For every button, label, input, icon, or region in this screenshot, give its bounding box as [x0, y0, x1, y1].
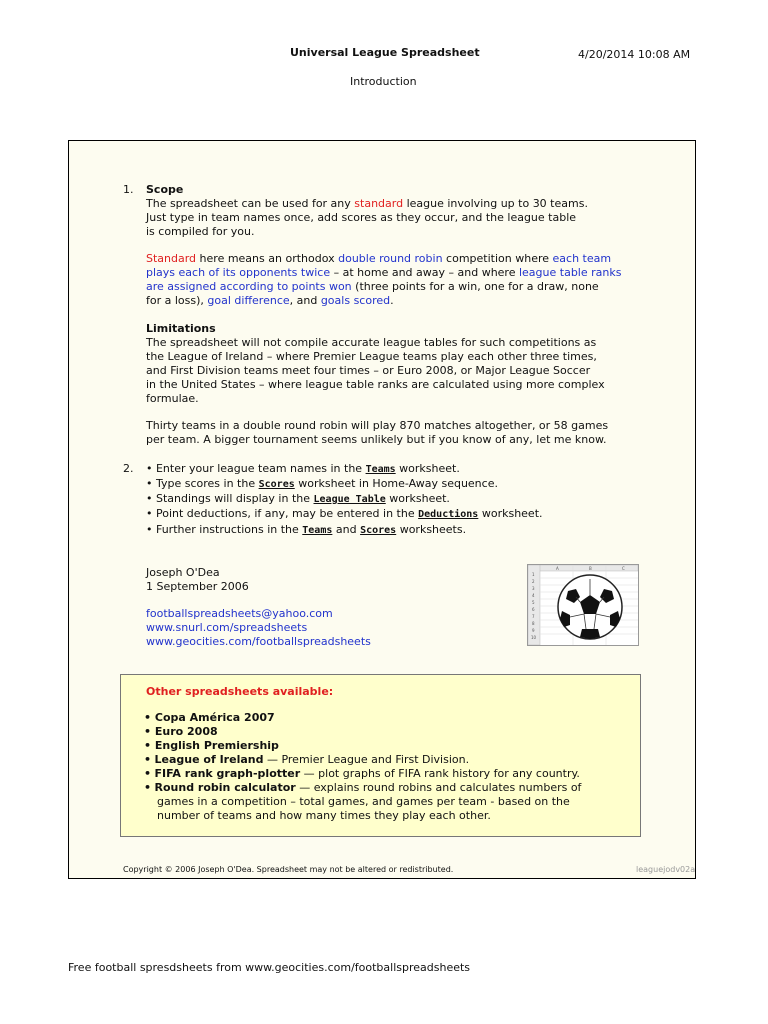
author-name: Joseph O'Dea — [146, 566, 220, 579]
teams-worksheet-link[interactable]: Teams — [365, 464, 396, 475]
instruction-further: • Further instructions in the Teams and Scores worksheets. — [146, 523, 467, 536]
limitations-line-3: and First Division teams meet four times – or Euro 2008, or Major League Soccer — [146, 364, 591, 377]
standard-line-1: Standard here means an orthodox double round robin competition where each team — [146, 252, 612, 265]
scope-line-2: Just type in team names once, add scores as they occur, and the league table — [146, 211, 577, 224]
svg-text:5: 5 — [532, 600, 535, 605]
limitations-line-2: the League of Ireland – where Premier League teams play each other three times, — [146, 350, 597, 363]
print-datetime: 4/20/2014 10:08 AM — [578, 48, 691, 61]
list-item: • League of Ireland — Premier League and First Division. — [144, 753, 470, 766]
svg-text:8: 8 — [532, 621, 535, 626]
svg-text:3: 3 — [532, 586, 535, 591]
svg-text:10: 10 — [531, 635, 537, 640]
svg-text:2: 2 — [532, 579, 535, 584]
svg-text:6: 6 — [532, 607, 535, 612]
spreadsheet-football-image — [527, 564, 639, 646]
football-icon — [528, 565, 638, 645]
list-item: • Euro 2008 — [144, 725, 218, 738]
standard-line-3: are assigned according to points won (three points for a win, one for a draw, none — [146, 280, 599, 293]
sheet-code: leaguejodv02a — [636, 865, 696, 874]
thirty-teams-line-1: Thirty teams in a double round robin will play 870 matches altogether, or 58 games — [146, 419, 609, 432]
limitations-line-1: The spreadsheet will not compile accurate league tables for such competitions as — [146, 336, 597, 349]
instruction-deductions: • Point deductions, if any, may be entered in the Deductions worksheet. — [146, 507, 543, 520]
section-1-number: 1. — [123, 183, 134, 196]
section-2-number: 2. — [123, 462, 134, 475]
svg-text:C: C — [622, 566, 625, 571]
author-date: 1 September 2006 — [146, 580, 249, 593]
standard-line-2: plays each of its opponents twice – at home and away – and where league table ranks — [146, 266, 622, 279]
instruction-teams: • Enter your league team names in the Teams worksheet. — [146, 462, 460, 475]
sheet-subtitle: Introduction — [350, 75, 417, 88]
list-item: • Round robin calculator — explains round robins and calculates numbers of — [144, 781, 582, 794]
svg-text:9: 9 — [532, 628, 535, 633]
svg-text:1: 1 — [532, 572, 535, 577]
limitations-line-5: formulae. — [146, 392, 199, 405]
svg-text:4: 4 — [532, 593, 535, 598]
list-item: • English Premiership — [144, 739, 279, 752]
other-spreadsheets-heading: Other spreadsheets available: — [146, 685, 334, 698]
svg-text:B: B — [589, 566, 592, 571]
deductions-worksheet-link[interactable]: Deductions — [418, 509, 479, 520]
svg-text:7: 7 — [532, 614, 535, 619]
instruction-scores: • Type scores in the Scores worksheet in Home-Away sequence. — [146, 477, 498, 490]
limitations-line-4: in the United States – where league table ranks are calculated using more complex — [146, 378, 605, 391]
teams-worksheet-link-2[interactable]: Teams — [302, 525, 333, 536]
scope-heading: Scope — [146, 183, 184, 196]
copyright-notice: Copyright © 2006 Joseph O'Dea. Spreadsheet may not be altered or redistributed. — [123, 865, 454, 874]
scores-worksheet-link[interactable]: Scores — [258, 479, 295, 490]
list-item: • FIFA rank graph-plotter — plot graphs of FIFA rank history for any country. — [144, 767, 580, 780]
email-link[interactable]: footballspreadsheets@yahoo.com — [146, 607, 333, 620]
scope-line-3: is compiled for you. — [146, 225, 255, 238]
list-item-continuation: number of teams and how many times they play each other. — [157, 809, 491, 822]
limitations-heading: Limitations — [146, 322, 216, 335]
league-table-worksheet-link[interactable]: League Table — [313, 494, 386, 505]
standard-line-4: for a loss), goal difference, and goals scored. — [146, 294, 394, 307]
document-title: Universal League Spreadsheet — [290, 46, 480, 59]
bottom-footer-text: Free football spresdsheets from www.geocities.com/footballspreadsheets — [68, 961, 471, 974]
introduction-sheet — [68, 140, 696, 879]
other-spreadsheets-box — [120, 674, 641, 837]
scores-worksheet-link-2[interactable]: Scores — [360, 525, 397, 536]
instruction-league-table: • Standings will display in the League Table worksheet. — [146, 492, 450, 505]
snurl-link[interactable]: www.snurl.com/spreadsheets — [146, 621, 308, 634]
scope-line-1: The spreadsheet can be used for any standard league involving up to 30 teams. — [146, 197, 588, 210]
svg-text:A: A — [556, 566, 559, 571]
geocities-link[interactable]: www.geocities.com/footballspreadsheets — [146, 635, 371, 648]
thirty-teams-line-2: per team. A bigger tournament seems unlikely but if you know of any, let me know. — [146, 433, 607, 446]
list-item: • Copa América 2007 — [144, 711, 275, 724]
list-item-continuation: games in a competition – total games, and games per team - based on the — [157, 795, 570, 808]
